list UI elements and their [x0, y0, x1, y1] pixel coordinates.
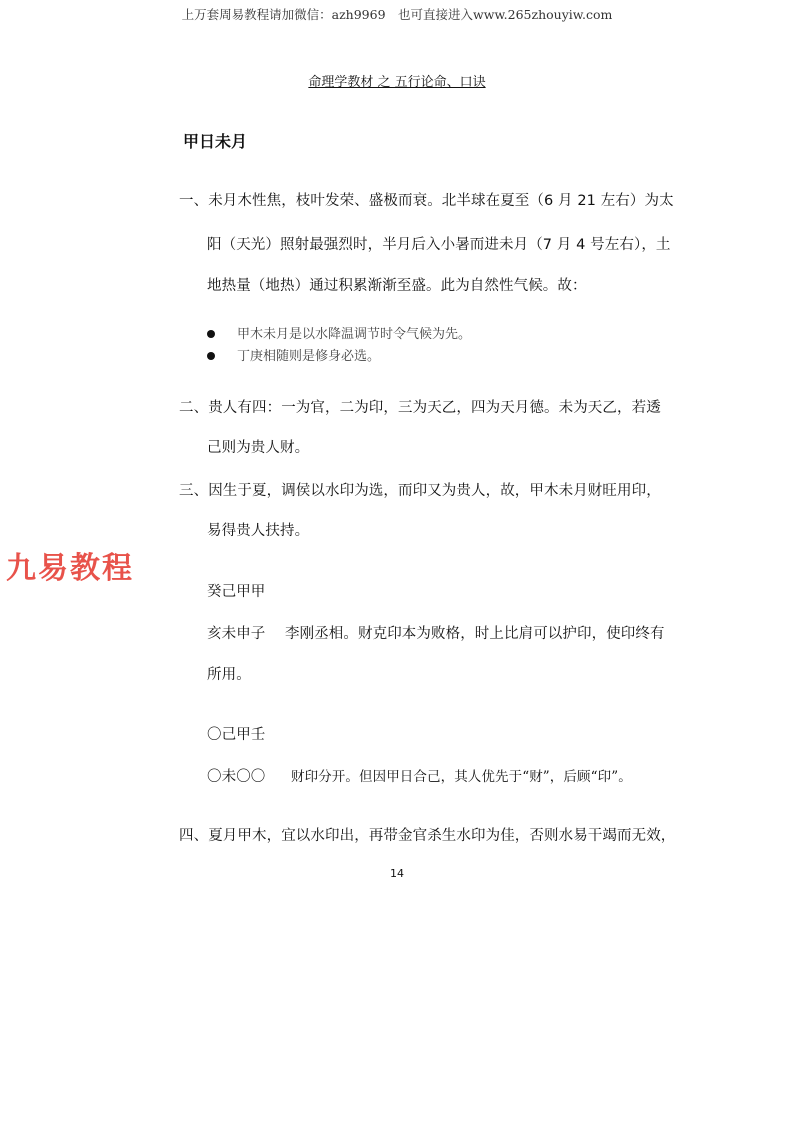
para-one-line1: 一、未月木性焦，枝叶发荣、盛极而衰。北半球在夏至（6 月 21 左右）为太 — [179, 193, 674, 209]
example1-comment-line2: 所用。 — [207, 667, 251, 683]
para-two-line1: 二、贵人有四：一为官，二为印，三为天乙，四为天月德。未为天乙，若透 — [179, 400, 661, 416]
watermark-logo: 九易教程 — [6, 551, 134, 586]
para-three-line2: 易得贵人扶持。 — [207, 523, 310, 539]
bullet-icon — [207, 352, 215, 360]
para-two-line2: 己则为贵人财。 — [207, 440, 310, 456]
example2-comment: 财印分开。但因甲日合己，其人优先于“财”，后顾“印”。 — [291, 769, 632, 785]
bullet-text: 丁庚相随则是修身必选。 — [237, 349, 381, 364]
example1-comment-line1: 李刚丞相。财克印本为败格，时上比肩可以护印，使印终有 — [285, 626, 665, 642]
example2-branches: 〇未〇〇 — [207, 769, 266, 785]
bullet-icon — [207, 330, 215, 338]
example1-stems: 癸己甲甲 — [207, 584, 266, 600]
para-three-line1: 三、因生于夏，调侯以水印为选，而印又为贵人，故，甲木未月财旺用印， — [179, 483, 661, 499]
document-header: 命理学教材 之 五行论命、口诀 — [308, 75, 486, 90]
bullet-item — [207, 323, 471, 342]
para-one-line3: 地热量（地热）通过积累渐渐至盛。此为自然性气候。故： — [207, 278, 587, 294]
top-banner: 上万套周易教程请加微信：azh9969 也可直接进入www.265zhouyiw.com — [181, 7, 613, 22]
example1-branches: 亥未申子 — [207, 626, 266, 642]
bullet-text: 甲木未月是以水降温调节时令气候为先。 — [237, 327, 472, 342]
page-number: 14 — [390, 867, 404, 880]
para-four-line1: 四、夏月甲木，宜以水印出，再带金官杀生水印为佳，否则水易干竭而无效， — [179, 828, 676, 844]
example2-stems: 〇己甲壬 — [207, 727, 266, 743]
section-heading: 甲日未月 — [183, 132, 248, 151]
bullet-item — [207, 345, 380, 364]
para-one-line2: 阳（天光）照射最强烈时，半月后入小暑而进未月（7 月 4 号左右），土 — [207, 237, 671, 253]
